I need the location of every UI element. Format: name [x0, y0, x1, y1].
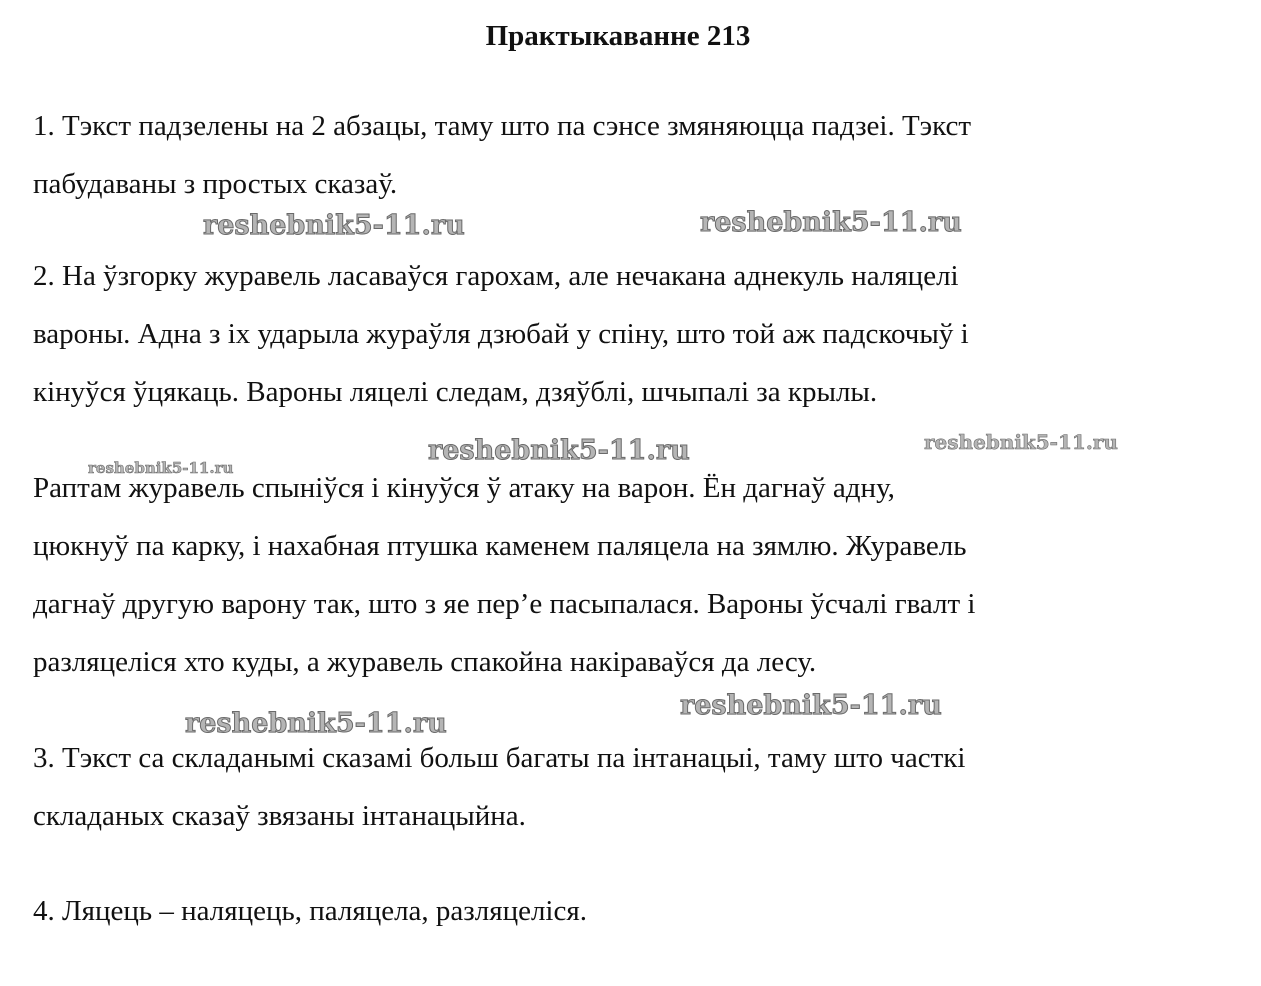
text-line: цюкнуў па карку, і нахабная птушка каменем паляцела на зямлю. Журавель	[33, 530, 967, 562]
text-line: пабудаваны з простых сказаў.	[33, 168, 398, 200]
text-line: вароны. Адна з іх ударыла жураўля дзюбай у спіну, што той аж падскочыў і	[33, 318, 969, 350]
text-line: 1. Тэкст падзелены на 2 абзацы, таму што па сэнсе змяняюцца падзеі. Тэкст	[33, 110, 972, 142]
watermark: reshebnik5-11.ru	[203, 210, 465, 241]
text-line: складаных сказаў звязаны інтанацыйна.	[33, 800, 526, 832]
text-line: дагнаў другую варону так, што з яе пер’е пасыпалася. Вароны ўсчалі гвалт і	[33, 588, 976, 620]
page-title: Практыкаванне 213	[485, 20, 751, 52]
answer-paragraph-3	[33, 729, 1233, 845]
answer-paragraph-4	[33, 882, 1233, 940]
text-line: разляцеліся хто куды, а журавель спакойна накіраваўся да лесу.	[33, 646, 817, 678]
watermark: reshebnik5-11.ru	[185, 708, 447, 739]
text-line: Раптам журавель спыніўся і кінуўся ў атаку на варон. Ён дагнаў адну,	[33, 472, 895, 504]
watermark: reshebnik5-11.ru	[924, 430, 1118, 454]
text-line: 3. Тэкст са складанымі сказамі больш багаты па інтанацыі, таму што часткі	[33, 742, 966, 774]
watermark: reshebnik5-11.ru	[680, 690, 942, 721]
answer-paragraph-2-continued	[33, 459, 1233, 691]
watermark: reshebnik5-11.ru	[428, 435, 690, 466]
answer-paragraph-2	[33, 247, 1233, 421]
text-line: 4. Ляцець – наляцець, паляцела, разляцеліся.	[33, 895, 587, 927]
text-line: 2. На ўзгорку журавель ласаваўся гарохам, але нечакана аднекуль наляцелі	[33, 260, 959, 292]
watermark: reshebnik5-11.ru	[88, 459, 234, 477]
text-line: кінуўся ўцякаць. Вароны ляцелі следам, дзяўблі, шчыпалі за крылы.	[33, 376, 878, 408]
answer-paragraph-1	[33, 97, 1233, 213]
watermark: reshebnik5-11.ru	[700, 207, 962, 238]
